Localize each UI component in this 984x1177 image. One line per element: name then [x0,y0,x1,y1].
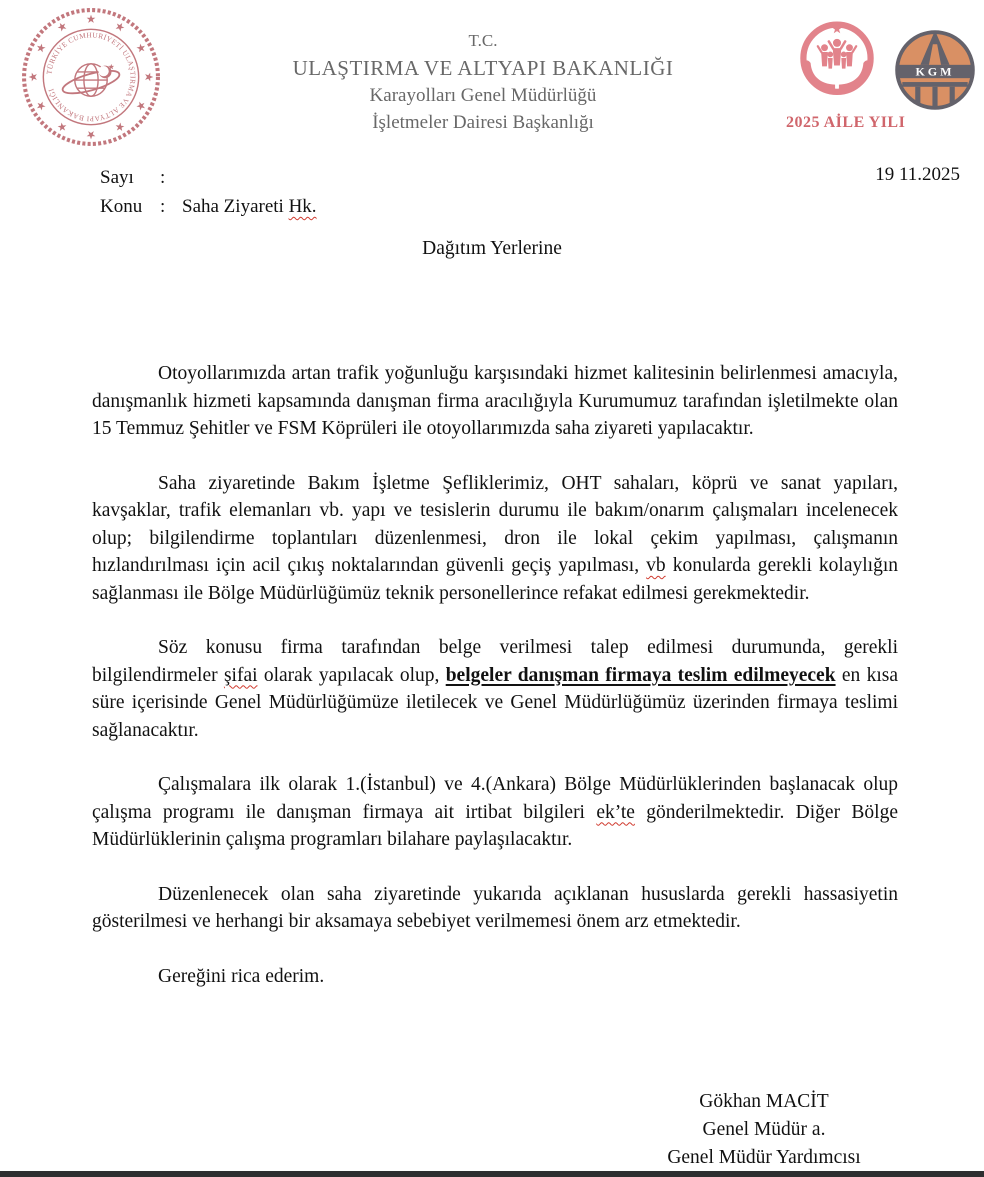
letter-body [92,360,898,1017]
paragraph [92,881,898,936]
sayi-label: Sayı [100,167,134,188]
document-meta [100,163,317,221]
signatory-title-2: Genel Müdür Yardımcısı [667,1147,861,1168]
text-segment: ek’te [596,801,635,823]
konu-row [100,192,317,221]
konu-value: Saha Ziyareti [182,196,289,217]
signatory-title-1: Genel Müdür a. [702,1119,826,1140]
letterhead [162,28,804,136]
konu-misspelled-word: Hk. [288,196,317,217]
family-year-caption: 2025 AİLE YILI [786,114,906,131]
text-segment: şifai [223,664,258,686]
text-segment: Söz konusu firma tarafından belge verilmesi talep edilmesi durumunda, gerekli bilgilendirmeler [92,637,898,686]
window-bottom-edge [0,1171,984,1177]
signatory-name: Gökhan MACİT [699,1091,829,1112]
kgm-label: KGM [915,64,955,79]
text-segment: vb [646,555,666,576]
text-segment: belgeler danışman firmaya teslim edilmeyecek [445,664,836,686]
recipient-line: Dağıtım Yerlerine [422,238,562,259]
paragraph [92,470,898,608]
text-segment: konularda gerekli kolaylığın sağlanması ile Bölge Müdürlüğümüz teknik personellerince refakat edilmesi gerekmektedir. [92,555,899,604]
document-date: 19 11.2025 [875,164,960,185]
text-segment: Çalışmalara ilk olarak 1.(İstanbul) ve 4.(Ankara) Bölge Müdürlüklerinden başlanacak olup çalışma programı ile danışman firmaya ait irtibat bilgileri [92,774,898,823]
konu-label: Konu [100,196,143,217]
kgm-logo [892,27,978,113]
letterhead-ministry: ULAŞTIRMA VE ALTYAPI BAKANLIĞI [292,56,674,80]
text-segment: Gereğini rica ederim. [158,965,325,987]
ministry-seal-icon [20,6,162,148]
letterhead-general-directorate: Karayolları Genel Müdürlüğü [369,85,597,106]
kgm-icon [892,27,978,113]
text-segment: Otoyollarımızda artan trafik yoğunluğu karşısındaki hizmet kalitesinin belirlenmesi amacıyla, danışmanlık hizmeti kapsamında danışman firma aracılığıyla Kurumumuz tarafından işletilmekte olan 15 Temmuz Şehitler ve FSM Köprüleri ile otoyollarımızda saha ziyareti yapılacaktır. [92,363,898,439]
family-year-logo [786,16,906,132]
sayi-row [100,163,317,192]
svg-text:TÜRKİYE CUMHURİYETİ ULAŞTIRMA: TÜRKİYE CUMHURİYETİ ULAŞTIRMA VE ALTYAPI BAKANLIĞI [44,30,138,124]
text-segment: olarak yapılacak olup, [257,664,446,686]
text-segment: Saha ziyaretinde Bakım İşletme Şefliklerimiz, OHT sahaları, köprü ve sanat yapıları, kavşaklar, trafik elemanları vb. yapı ve tesislerin durumu ile bakım/onarım çalışmaları incelenecek olup; bilgilendirme toplantıları düzenlenmesi, dron ile lokal çekim yapılması, çalışmanın hızlandırılması için acil çıkış noktalarından güvenli geçiş yapılması, [92,472,898,576]
text-segment: gönderilmektedir. Diğer Bölge Müdürlüklerinin çalışma programları bilahare paylaşılacaktır. [92,801,898,850]
signature-block [606,1088,922,1172]
sayi-separator: : [160,167,166,188]
paragraph [92,634,898,744]
letterhead-tc: T.C. [468,31,498,50]
closing-line [92,963,898,991]
paragraph [92,771,898,854]
text-segment: en kısa süre içerisinde Genel Müdürlüğümüze iletilecek ve Genel Müdürlüğümüz üzerinden firmaya teslimi sağlanacaktır. [92,664,898,741]
text-segment: Düzenlenecek olan saha ziyaretinde yukarıda açıklanan hususlarda gerekli hassasiyetin gösterilmesi ve herhangi bir aksamaya sebebiyet verilmemesi önem arz etmektedir. [92,883,898,932]
letterhead-department: İşletmeler Dairesi Başkanlığı [372,112,594,133]
konu-separator: : [160,196,166,217]
family-year-icon [787,16,887,112]
paragraph [92,360,898,443]
